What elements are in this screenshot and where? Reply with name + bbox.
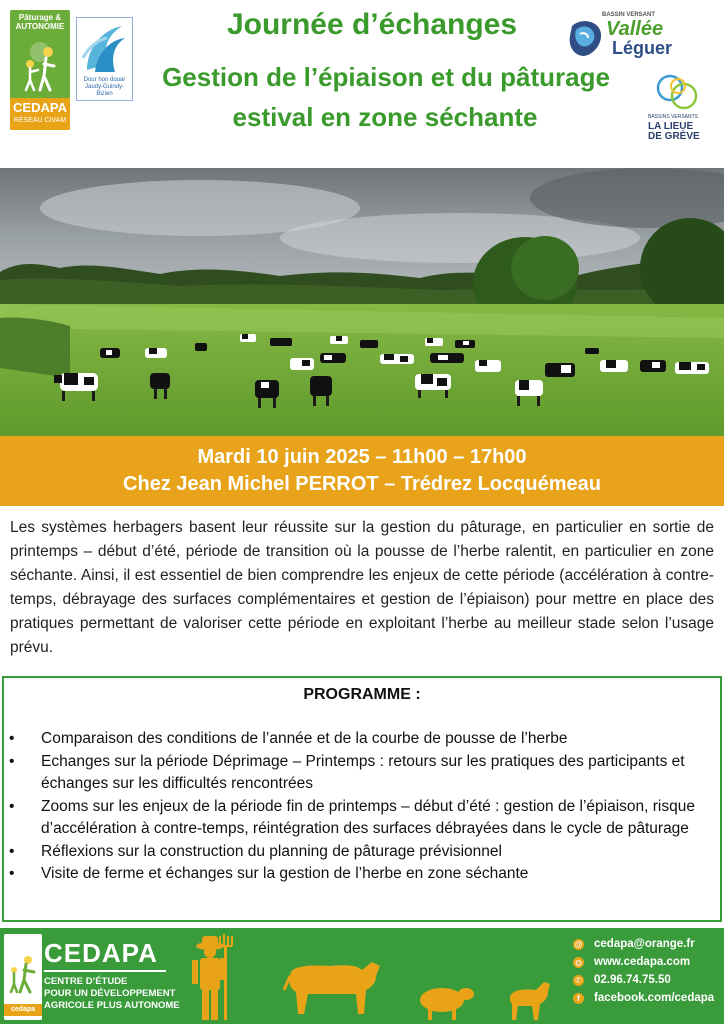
logo-paturage-line2: AUTONOMIE bbox=[15, 22, 65, 31]
footer-subtitle: CENTRE D’ÉTUDE POUR UN DÉVELOPPEMENT AGRICOLE PLUS AUTONOME bbox=[44, 976, 180, 1011]
contact-phone[interactable]: ✆ 02.96.74.75.50 bbox=[573, 974, 671, 986]
event-subtitle-line2: estival en zone séchante bbox=[232, 102, 538, 132]
globe-icon: ◍ bbox=[573, 957, 584, 968]
bullet-icon: • bbox=[9, 752, 15, 770]
event-subtitle-line1: Gestion de l’épiaison et du pâturage bbox=[162, 62, 610, 92]
pasture-cows-photo bbox=[0, 168, 724, 436]
vallee-du-leguer-logo bbox=[566, 10, 686, 62]
logo-dour-line2: Jaudy-Guindy-Bizien bbox=[84, 84, 125, 97]
logo-leguer-line1: Vallée bbox=[606, 18, 664, 40]
logo-dour-line1: Dour hon douar bbox=[83, 77, 126, 83]
footer-brand: CEDAPA bbox=[44, 938, 158, 968]
phone-icon: ✆ bbox=[573, 975, 584, 986]
programme-item: • Réflexions sur la construction du planning de pâturage prévisionnel bbox=[4, 841, 720, 864]
header bbox=[0, 0, 724, 168]
programme-list bbox=[4, 728, 720, 886]
bullet-icon: • bbox=[9, 842, 15, 860]
programme-item: • Zooms sur les enjeux de la période fin de printemps – début d’été : gestion de l’épiaison, risque d’accélération à contre-temps, réintégration des surfaces débrayées dans le cycle de pâturage bbox=[9, 797, 695, 837]
event-date: Mardi 10 juin 2025 – 11h00 – 17h00 bbox=[197, 446, 527, 468]
contact-facebook[interactable]: f facebook.com/cedapa bbox=[573, 992, 714, 1004]
cedapa-logo-label: cedapa bbox=[4, 1004, 42, 1016]
logo-lieue-small: BASSINS VERSANTS bbox=[648, 114, 699, 120]
programme-item: • Visite de ferme et échanges sur la gestion de l’herbe en zone séchante bbox=[4, 863, 720, 886]
lieue-de-greve-logo bbox=[648, 72, 708, 152]
logo-leguer-small: BASSIN VERSANT bbox=[602, 12, 656, 18]
email-icon: @ bbox=[574, 939, 583, 949]
programme-box bbox=[2, 676, 722, 922]
programme-item: • Echanges sur la période Déprimage – Printemps : retours sur les pratiques des participants et échanges sur les difficultés rencontrées bbox=[9, 752, 685, 792]
logo-paturage-sub: RÉSEAU CIVAM bbox=[13, 117, 67, 124]
circles-icon bbox=[648, 72, 708, 114]
event-location: Chez Jean Michel PERROT – Trédrez Locquémeau bbox=[123, 473, 601, 495]
event-title: Journée d’échanges bbox=[226, 8, 518, 41]
facebook-icon: f bbox=[573, 993, 584, 1004]
intro-paragraph: Les systèmes herbagers basent leur réussite sur la gestion du pâturage, en particulier en sortie de printemps – début d’été, période de transition où la pousse de l’herbe ralentit, en particulier en zone séchante. Ainsi, il est essentiel de bien comprendre les enjeux de cette période (accélération à contre-temps, débrayage des surfaces complémentaires et gestion de l’épiaison) pour mettre en place des pratiques permettant de valoriser cette période en exploitant l’herbe au meilleur stade selon l’usage prévu. bbox=[10, 519, 714, 656]
cedapa-small-logo bbox=[4, 934, 42, 1020]
event-info-band bbox=[0, 436, 724, 506]
programme-heading: PROGRAMME : bbox=[303, 686, 421, 703]
logo-lieue-line1: LA LIEUE bbox=[648, 121, 694, 132]
logo-paturage-name: CEDAPA bbox=[13, 100, 67, 115]
logo-paturage-line1: Pâturage & bbox=[18, 13, 62, 22]
logo-leguer-line2: Léguer bbox=[612, 38, 673, 58]
bullet-icon: • bbox=[9, 730, 15, 747]
pasture-landscape-image bbox=[0, 168, 724, 436]
footer bbox=[0, 928, 724, 1024]
farmer-family-icon bbox=[4, 952, 42, 1002]
watershed-shape-icon bbox=[566, 16, 606, 60]
programme-item: • Comparaison des conditions de l’année et de la courbe de pousse de l’herbe bbox=[4, 728, 720, 751]
logo-lieue-line2: DE GRÈVE bbox=[648, 131, 700, 142]
brand-underline bbox=[44, 970, 166, 972]
contact-email[interactable]: @ cedapa@orange.fr bbox=[574, 938, 695, 950]
farm-silhouettes-icon bbox=[180, 928, 560, 1024]
contact-website[interactable]: ◍ www.cedapa.com bbox=[575, 956, 691, 968]
bullet-icon: • bbox=[9, 865, 15, 882]
bullet-icon: • bbox=[9, 797, 15, 815]
